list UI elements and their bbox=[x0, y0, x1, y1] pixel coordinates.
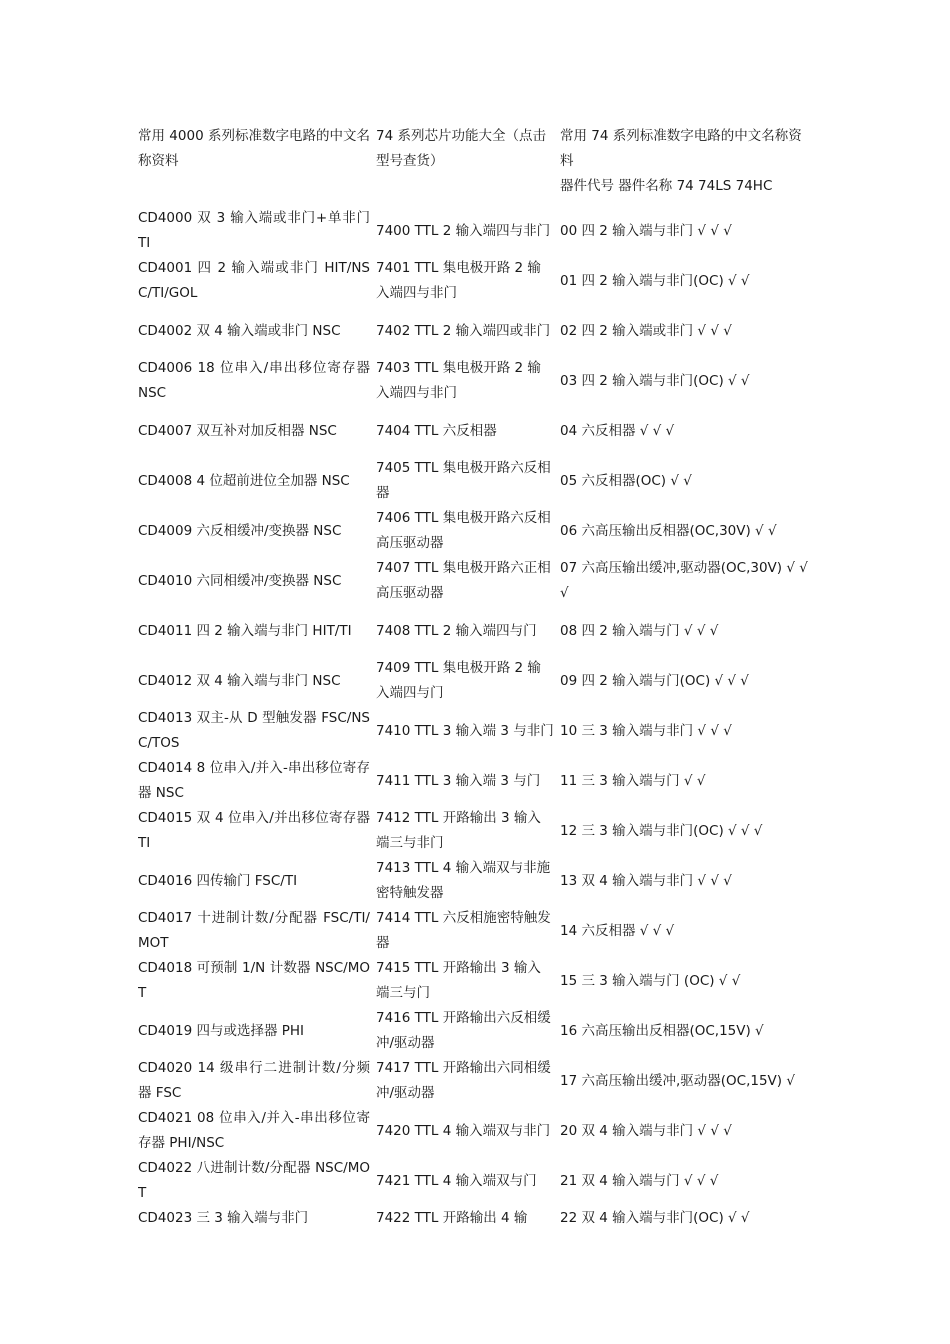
header-col3-subtitle: 器件代号 器件名称 74 74LS 74HC bbox=[560, 178, 773, 194]
cd4000-cell: CD4014 8 位串入/并入-串出移位寄存器 NSC bbox=[138, 760, 370, 801]
table-row bbox=[138, 306, 812, 356]
cd4000-cell: CD4002 双 4 输入端或非门 NSC bbox=[138, 322, 341, 339]
std74-cell: 14 六反相器 √ √ √ bbox=[560, 922, 675, 939]
cd4000-cell: CD4000 双 3 输入端或非门+单非门 TI bbox=[138, 210, 370, 251]
table-row bbox=[138, 856, 812, 906]
std74-cell: 01 四 2 输入端与非门(OC) √ √ bbox=[560, 272, 750, 289]
ttl74-cell: 7409 TTL 集电极开路 2 输入端四与门 bbox=[376, 660, 541, 701]
table-row bbox=[138, 806, 812, 856]
table-row bbox=[138, 456, 812, 506]
std74-cell: 16 六高压输出反相器(OC,15V) √ bbox=[560, 1022, 764, 1039]
ttl74-cell: 7417 TTL 开路输出六同相缓冲/驱动器 bbox=[376, 1060, 551, 1101]
std74-cell: 11 三 3 输入端与门 √ √ bbox=[560, 772, 706, 789]
table-row bbox=[138, 256, 812, 306]
cd4000-cell: CD4010 六同相缓冲/变换器 NSC bbox=[138, 572, 342, 589]
cd4000-cell: CD4017 十进制计数/分配器 FSC/TI/MOT bbox=[138, 910, 370, 951]
std74-cell: 08 四 2 输入端与门 √ √ √ bbox=[560, 622, 719, 639]
std74-cell: 09 四 2 输入端与门(OC) √ √ √ bbox=[560, 672, 749, 689]
ttl74-cell: 7406 TTL 集电极开路六反相高压驱动器 bbox=[376, 510, 551, 551]
table-row bbox=[138, 506, 812, 556]
cd4000-cell: CD4019 四与或选择器 PHI bbox=[138, 1022, 305, 1039]
ttl74-cell: 7405 TTL 集电极开路六反相器 bbox=[376, 460, 551, 501]
table-row bbox=[138, 606, 812, 656]
table-row bbox=[138, 1156, 812, 1206]
std74-cell: 00 四 2 输入端与非门 √ √ √ bbox=[560, 222, 732, 239]
cd4000-cell: CD4001 四 2 输入端或非门 HIT/NSC/TI/GOL bbox=[138, 260, 370, 301]
ttl74-cell: 7415 TTL 开路输出 3 输入端三与门 bbox=[376, 960, 541, 1001]
cd4000-cell: CD4018 可预制 1/N 计数器 NSC/MOT bbox=[138, 960, 370, 1001]
ttl74-cell: 7404 TTL 六反相器 bbox=[376, 422, 497, 439]
std74-cell: 05 六反相器(OC) √ √ bbox=[560, 472, 692, 489]
cd4000-cell: CD4021 08 位串入/并入-串出移位寄存器 PHI/NSC bbox=[138, 1110, 370, 1151]
chip-table bbox=[138, 124, 812, 1231]
table-row bbox=[138, 1006, 812, 1056]
ttl74-cell: 7402 TTL 2 输入端四或非门 bbox=[376, 322, 551, 339]
cd4000-cell: CD4023 三 3 输入端与非门 bbox=[138, 1210, 309, 1226]
ttl74-cell: 7400 TTL 2 输入端四与非门 bbox=[376, 222, 551, 239]
table-row bbox=[138, 906, 812, 956]
std74-cell: 21 双 4 输入端与门 √ √ √ bbox=[560, 1172, 719, 1189]
header-col3-title: 常用 74 系列标准数字电路的中文名称资料 bbox=[560, 128, 802, 169]
cd4000-cell: CD4013 双主-从 D 型触发器 FSC/NSC/TOS bbox=[138, 710, 370, 751]
header-col1: 常用 4000 系列标准数字电路的中文名称资料 bbox=[138, 128, 370, 169]
cd4000-cell: CD4016 四传输门 FSC/TI bbox=[138, 872, 298, 889]
ttl74-cell: 7412 TTL 开路输出 3 输入端三与非门 bbox=[376, 810, 541, 851]
cd4000-cell: CD4007 双互补对加反相器 NSC bbox=[138, 422, 337, 439]
std74-cell: 17 六高压输出缓冲,驱动器(OC,15V) √ bbox=[560, 1072, 795, 1089]
std74-cell: 22 双 4 输入端与非门(OC) √ √ bbox=[560, 1210, 750, 1226]
table-row bbox=[138, 406, 812, 456]
cd4000-cell: CD4006 18 位串入/串出移位寄存器 NSC bbox=[138, 360, 370, 401]
std74-cell: 13 双 4 输入端与非门 √ √ √ bbox=[560, 872, 732, 889]
table-row bbox=[138, 1106, 812, 1156]
ttl74-cell: 7413 TTL 4 输入端双与非施密特触发器 bbox=[376, 860, 551, 901]
table-row bbox=[138, 706, 812, 756]
table-row bbox=[138, 1056, 812, 1106]
cd4000-cell: CD4009 六反相缓冲/变换器 NSC bbox=[138, 522, 342, 539]
ttl74-cell: 7422 TTL 开路输出 4 输 bbox=[376, 1210, 528, 1226]
table-row bbox=[138, 556, 812, 606]
header-row bbox=[138, 124, 812, 206]
table-row bbox=[138, 956, 812, 1006]
std74-cell: 03 四 2 输入端与非门(OC) √ √ bbox=[560, 372, 750, 389]
std74-cell: 15 三 3 输入端与门 (OC) √ √ bbox=[560, 972, 741, 989]
cd4000-cell: CD4022 八进制计数/分配器 NSC/MOT bbox=[138, 1160, 370, 1201]
ttl74-cell: 7401 TTL 集电极开路 2 输入端四与非门 bbox=[376, 260, 541, 301]
cd4000-cell: CD4012 双 4 输入端与非门 NSC bbox=[138, 672, 341, 689]
ttl74-cell: 7420 TTL 4 输入端双与非门 bbox=[376, 1122, 551, 1139]
cd4000-cell: CD4011 四 2 输入端与非门 HIT/TI bbox=[138, 622, 352, 639]
std74-cell: 20 双 4 输入端与非门 √ √ √ bbox=[560, 1122, 732, 1139]
table-row bbox=[138, 1206, 812, 1231]
ttl74-cell: 7403 TTL 集电极开路 2 输入端四与非门 bbox=[376, 360, 541, 401]
ttl74-cell: 7416 TTL 开路输出六反相缓冲/驱动器 bbox=[376, 1010, 551, 1051]
std74-cell: 10 三 3 输入端与非门 √ √ √ bbox=[560, 722, 732, 739]
std74-cell: 02 四 2 输入端或非门 √ √ √ bbox=[560, 322, 732, 339]
std74-cell: 04 六反相器 √ √ √ bbox=[560, 422, 675, 439]
ttl74-cell: 7414 TTL 六反相施密特触发器 bbox=[376, 910, 551, 951]
table-row bbox=[138, 756, 812, 806]
table-row bbox=[138, 206, 812, 256]
ttl74-cell: 7421 TTL 4 输入端双与门 bbox=[376, 1172, 537, 1189]
header-col2: 74 系列芯片功能大全（点击型号查货） bbox=[376, 128, 546, 169]
ttl74-cell: 7407 TTL 集电极开路六正相高压驱动器 bbox=[376, 560, 551, 601]
std74-cell: 06 六高压输出反相器(OC,30V) √ √ bbox=[560, 522, 777, 539]
cd4000-cell: CD4008 4 位超前进位全加器 NSC bbox=[138, 472, 350, 489]
table-row bbox=[138, 656, 812, 706]
header-col3 bbox=[560, 124, 812, 206]
cd4000-cell: CD4015 双 4 位串入/并出移位寄存器 TI bbox=[138, 810, 370, 851]
ttl74-cell: 7411 TTL 3 输入端 3 与门 bbox=[376, 772, 541, 789]
ttl74-cell: 7410 TTL 3 输入端 3 与非门 bbox=[376, 722, 554, 739]
ttl74-cell: 7408 TTL 2 输入端四与门 bbox=[376, 622, 537, 639]
cd4000-cell: CD4020 14 级串行二进制计数/分频器 FSC bbox=[138, 1060, 370, 1101]
std74-cell: 07 六高压输出缓冲,驱动器(OC,30V) √ √ √ bbox=[560, 560, 808, 601]
std74-cell: 12 三 3 输入端与非门(OC) √ √ √ bbox=[560, 822, 763, 839]
document-page bbox=[138, 124, 818, 1231]
table-row bbox=[138, 356, 812, 406]
